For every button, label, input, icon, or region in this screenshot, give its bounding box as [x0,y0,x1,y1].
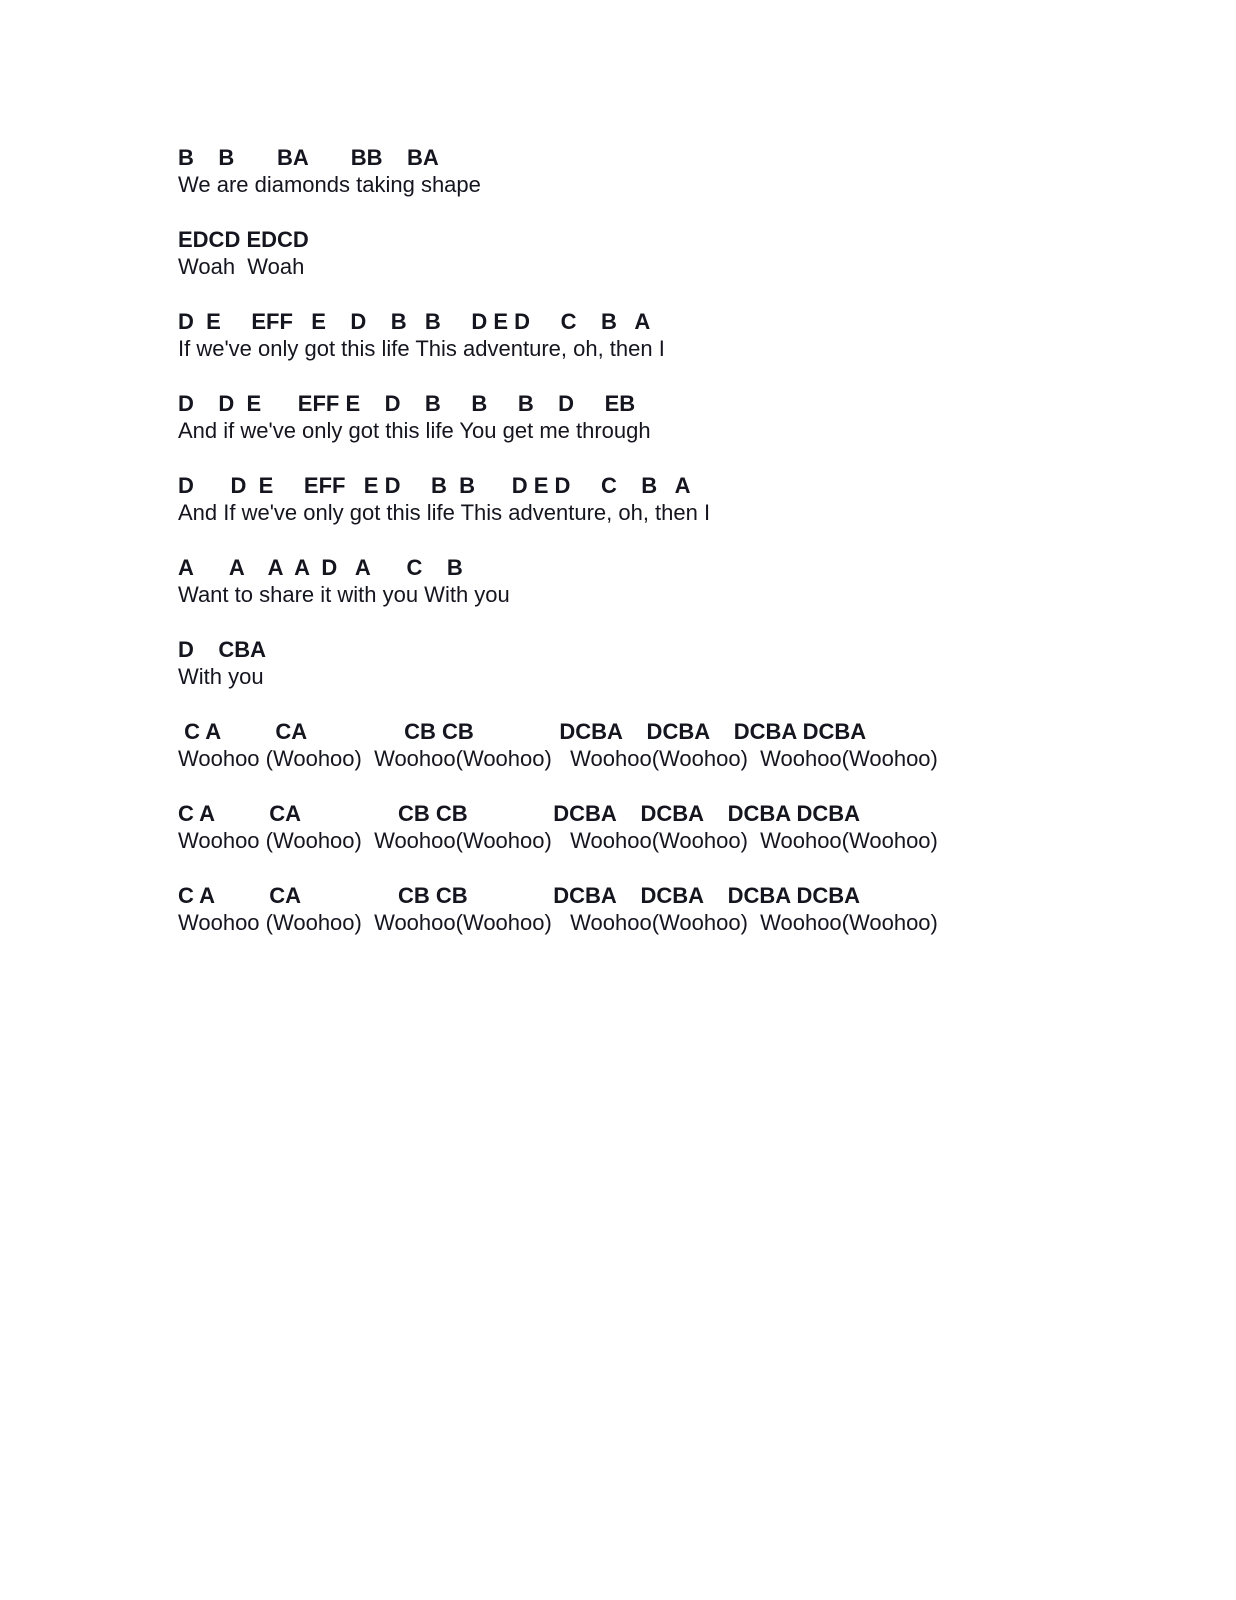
notes-line: C A CA CB CB DCBA DCBA DCBA DCBA [178,801,861,826]
lyric-line: We are diamonds taking shape [178,172,481,197]
lyric-line: Woohoo (Woohoo) Woohoo(Woohoo) Woohoo(Woohoo) Woohoo(Woohoo) [178,910,938,935]
notes-line: A A A A D A C B [178,555,463,580]
lyric-line: Woohoo (Woohoo) Woohoo(Woohoo) Woohoo(Woohoo) Woohoo(Woohoo) [178,828,938,853]
notes-line: EDCD EDCD [178,227,309,252]
notes-line: D CBA [178,637,266,662]
lyric-line: Want to share it with you With you [178,582,510,607]
lyric-line: If we've only got this life This adventure, oh, then I [178,336,665,361]
lyric-line: With you [178,664,264,689]
notes-line: D D E EFF E D B B D E D C B A [178,473,691,498]
notes-line: B B BA BB BA [178,145,439,170]
notes-line: C A CA CB CB DCBA DCBA DCBA DCBA [178,883,861,908]
lyric-line: Woohoo (Woohoo) Woohoo(Woohoo) Woohoo(Woohoo) Woohoo(Woohoo) [178,746,938,771]
notes-line: D D E EFF E D B B B D EB [178,391,636,416]
notes-line: D E EFF E D B B D E D C B A [178,309,651,334]
lyric-line: And If we've only got this life This adventure, oh, then I [178,500,711,525]
notes-line: C A CA CB CB DCBA DCBA DCBA DCBA [178,719,867,744]
lyric-line: And if we've only got this life You get me through [178,418,651,443]
lyric-line: Woah Woah [178,254,305,279]
